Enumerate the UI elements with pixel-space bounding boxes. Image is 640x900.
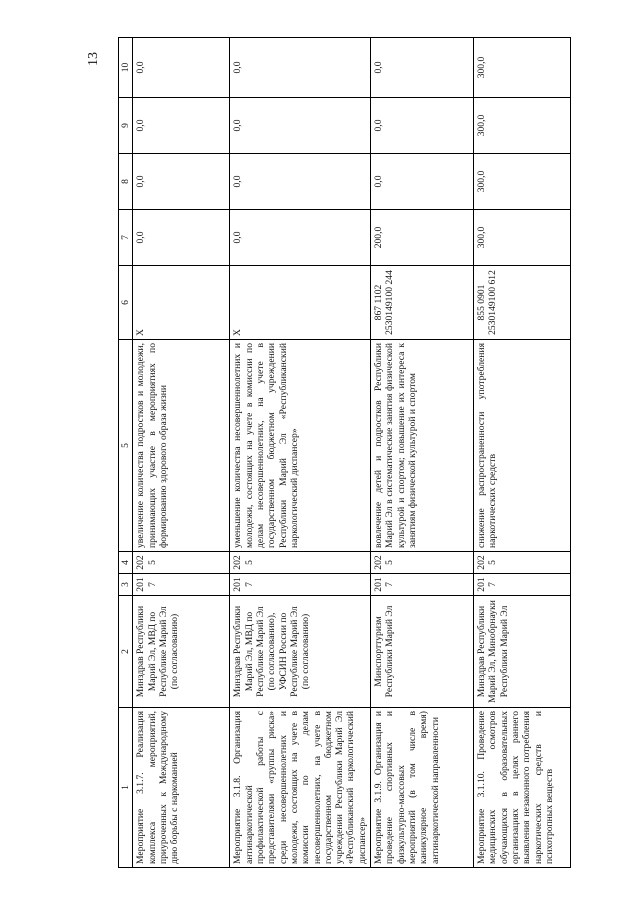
value-cell: 0,0 <box>133 98 230 154</box>
result-cell: увеличение количества подростков и молодежи, принимающих участие в мероприятиях по формированию здорового образа жизни <box>133 340 230 552</box>
header-cell: 5 <box>119 340 133 552</box>
table-row <box>133 38 230 868</box>
header-cell: 4 <box>119 552 133 574</box>
value-cell: 0,0 <box>230 98 371 154</box>
budget-code-cell: X <box>230 266 371 340</box>
executor-cell: Минспорттуризм Республики Марий Эл <box>371 596 474 708</box>
table-row <box>474 38 571 868</box>
end-year-cell: 2025 <box>474 552 571 574</box>
executor-cell: Минздрав Республики Марий Эл, Минобрнауки Республики Марий Эл <box>474 596 571 708</box>
header-cell: 1 <box>119 708 133 868</box>
rotated-table-container <box>118 38 555 868</box>
measure-cell: Мероприятие 3.1.10. Проведение медицинских осмотров обучающихся в образовательных организациях в целях раннего выявления незаконного потребления наркотических средств и психотропных веществ <box>474 708 571 868</box>
value-cell: 300,0 <box>474 154 571 210</box>
value-cell: 0,0 <box>133 38 230 98</box>
budget-code-cell: 867 1102 2530149100 244 <box>371 266 474 340</box>
value-cell: 0,0 <box>230 38 371 98</box>
measure-cell: Мероприятие 3.1.8. Организация антинаркотической профилактической работы с представителями «группы риска» среди несовершеннолетних и молодежи, состоящих на учете в комиссии по делам несовершеннолетних, на учете в государственном бюджетном учреждении Республики Марий Эл «Республиканский наркологический диспансер» <box>230 708 371 868</box>
executor-cell: Минздрав Республики Марий Эл, МВД по Республике Марий Эл (по согласованию) <box>133 596 230 708</box>
budget-code-cell: 855 0901 2530149100 612 <box>474 266 571 340</box>
start-year-cell: 2017 <box>371 574 474 596</box>
value-cell: 200,0 <box>371 210 474 266</box>
table-row <box>371 38 474 868</box>
value-cell: 300,0 <box>474 38 571 98</box>
budget-code-cell: X <box>133 266 230 340</box>
measures-table <box>118 37 571 868</box>
executor-cell: Минздрав Республики Марий Эл, МВД по Республике Марий Эл (по согласованию), УФСИН России по Республике Марий Эл (по согласованию) <box>230 596 371 708</box>
start-year-cell: 2017 <box>133 574 230 596</box>
start-year-cell: 2017 <box>230 574 371 596</box>
header-cell: 3 <box>119 574 133 596</box>
header-cell: 6 <box>119 266 133 340</box>
end-year-cell: 2025 <box>133 552 230 574</box>
result-cell: снижение распространенности употребления наркотических средств <box>474 340 571 552</box>
value-cell: 0,0 <box>230 154 371 210</box>
value-cell: 300,0 <box>474 210 571 266</box>
header-cell: 2 <box>119 596 133 708</box>
page-number: 13 <box>86 52 101 66</box>
measure-cell: Мероприятие 3.1.9. Организация и проведение спортивных и физкультурно-массовых мероприятий (в том числе в каникулярное время) антинаркотической направленности <box>371 708 474 868</box>
end-year-cell: 2025 <box>371 552 474 574</box>
value-cell: 0,0 <box>371 38 474 98</box>
end-year-cell: 2025 <box>230 552 371 574</box>
value-cell: 0,0 <box>371 154 474 210</box>
value-cell: 0,0 <box>230 210 371 266</box>
header-row <box>119 38 133 868</box>
value-cell: 0,0 <box>133 210 230 266</box>
measure-cell: Мероприятие 3.1.7. Реализация комплекса мероприятий, приуроченных к Международному дню борьбы с наркоманией <box>133 708 230 868</box>
value-cell: 0,0 <box>133 154 230 210</box>
header-cell: 10 <box>119 38 133 98</box>
value-cell: 300,0 <box>474 98 571 154</box>
table-row <box>230 38 371 868</box>
header-cell: 8 <box>119 154 133 210</box>
value-cell: 0,0 <box>371 98 474 154</box>
result-cell: уменьшение количества несовершеннолетних и молодежи, состоящих на учете в комиссии по делам несовершеннолетних, на учете в государственном бюджетном учреждении Республики Марий Эл «Республиканский наркологический диспансер» <box>230 340 371 552</box>
header-cell: 9 <box>119 98 133 154</box>
start-year-cell: 2017 <box>474 574 571 596</box>
header-cell: 7 <box>119 210 133 266</box>
result-cell: вовлечение детей и подростков Республики Марий Эл в систематические занятия физической культурой и спортом; повышение их интереса к занятиям физической культурой и спортом <box>371 340 474 552</box>
